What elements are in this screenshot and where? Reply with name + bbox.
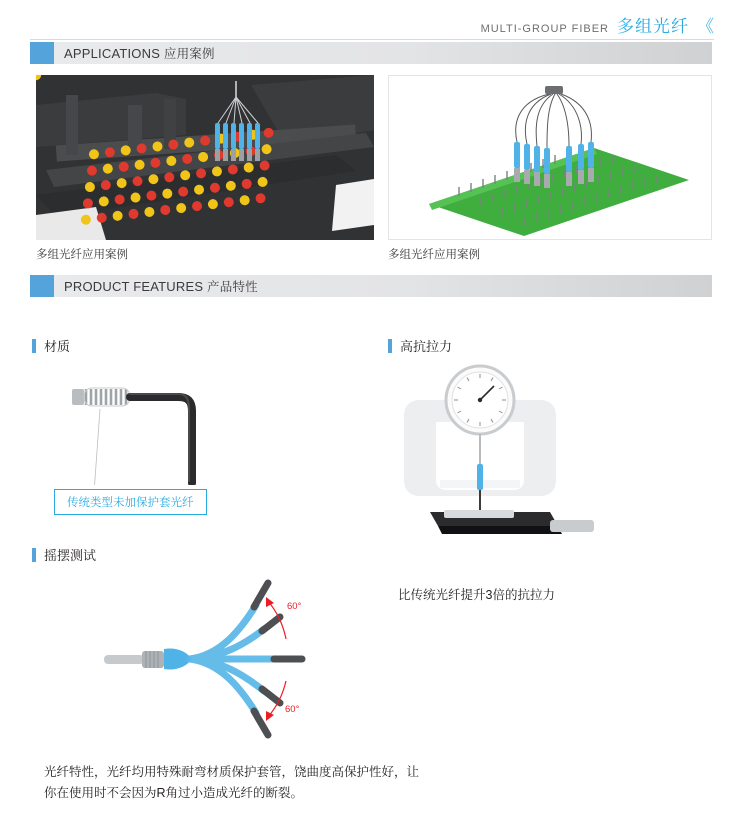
- accent-mark-icon-3: [32, 548, 36, 562]
- header-divider: [30, 39, 714, 40]
- section-title-applications: [54, 44, 215, 62]
- accent-mark-icon: [32, 339, 36, 353]
- pcb-illustration: [389, 76, 712, 240]
- material-label-badge: 传统类型未加保护套光纤: [54, 489, 207, 515]
- section-title-product-features: [54, 277, 258, 295]
- caption-application-1: 多组光纤应用案例: [36, 249, 128, 261]
- accent-mark-icon-2: [388, 339, 392, 353]
- section-title-applications-cn: 应用案例: [163, 47, 215, 61]
- application-image-pcb: [388, 75, 712, 240]
- section-title-applications-en: APPLICATIONS: [64, 46, 161, 61]
- application-image-machine: [36, 75, 374, 240]
- header-title-en: MULTI-GROUP FIBER: [480, 23, 609, 35]
- section-title-features-en: PRODUCT FEATURES: [64, 279, 204, 294]
- tensile-test-illustration: [400, 360, 640, 570]
- section-header-applications: [30, 42, 712, 64]
- machine-illustration: [36, 75, 374, 240]
- section-tab-accent-2: [30, 275, 54, 297]
- swing-angle-top: 60°: [287, 601, 302, 612]
- feature-heading-tensile-label: 高抗拉力: [400, 339, 453, 354]
- tensile-description: 比传统光纤提升3倍的抗拉力: [398, 588, 555, 602]
- swing-angle-bottom: 60°: [285, 704, 300, 715]
- section-title-features-cn: 产品特性: [207, 280, 258, 294]
- caption-application-2: 多组光纤应用案例: [388, 249, 480, 261]
- feature-heading-tensile: [388, 336, 452, 355]
- feature-heading-swing: [32, 545, 96, 564]
- section-header-product-features: [30, 275, 712, 297]
- swing-description: 光纤特性，光纤均用特殊耐弯材质保护套管，饶曲度高保护性好，让你在使用时不会因为R角过小造成光纤的断裂。: [44, 765, 420, 801]
- swing-test-illustration: [90, 575, 370, 745]
- header-title-cn: 多组光纤: [617, 17, 689, 36]
- feature-heading-material: [32, 336, 70, 355]
- feature-heading-swing-label: 摇摆测试: [44, 548, 97, 563]
- page-header: [481, 12, 714, 37]
- header-decoration-mark: 《: [697, 17, 714, 36]
- section-tab-accent: [30, 42, 54, 64]
- material-illustration: [60, 365, 280, 485]
- feature-heading-material-label: 材质: [44, 339, 71, 354]
